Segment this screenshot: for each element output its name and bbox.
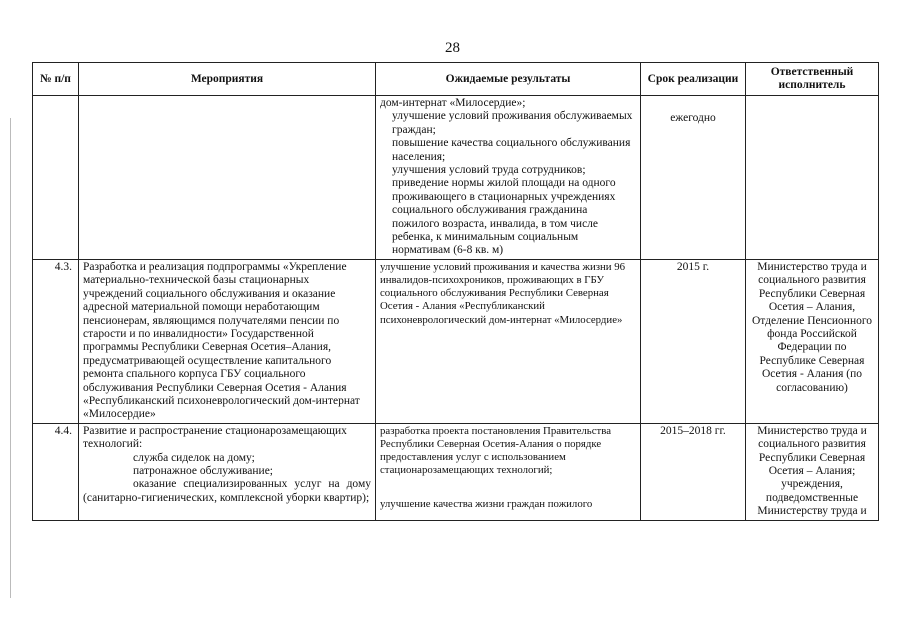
cell-responsible: Министерство труда и социального развития Республики Северная Осетия – Алания, Отделение Пенсионного фонда Российской Федерации по Республике Северная Осетия - Алания (по согласованию) bbox=[746, 259, 879, 423]
result-line: разработка проекта постановления Правительства Республики Северная Осетия-Алания о порядке предоставления услуг с использованием стационарозамещающих технологий; bbox=[380, 424, 611, 477]
table-header-row bbox=[33, 63, 879, 96]
event-item: служба сиделок на дому; bbox=[133, 451, 255, 464]
scan-edge-line bbox=[10, 118, 11, 598]
result-line: дом-интернат «Милосердие»; bbox=[380, 97, 526, 109]
header-events: Мероприятия bbox=[79, 63, 376, 96]
cell-responsible bbox=[746, 96, 879, 260]
header-term: Срок реализации bbox=[641, 63, 746, 96]
table-row-4-4 bbox=[33, 423, 879, 520]
cell-results bbox=[376, 96, 641, 260]
cell-term: 2015 г. bbox=[641, 259, 746, 423]
table-row-continuation bbox=[33, 96, 879, 260]
cell-event bbox=[79, 423, 376, 520]
cell-event: Разработка и реализация подпрограммы «Укрепление материально-технической базы стационарных учреждений социального обслуживания и оказание адресной материальной помощи неработающим пенсионерам, являющимся получателями пенсии по старости и по инвалидности» Государственной программы Республики Северная Осетия–Алания, предусматривающей осуществление капитального ремонта спального корпуса ГБУ социального обслуживания Республики Северная Осетия - Алания «Республиканский психоневрологический дом-интернат «Милосердие» bbox=[79, 259, 376, 423]
result-line: улучшение качества жизни граждан пожилого bbox=[380, 497, 593, 510]
cell-event bbox=[79, 96, 376, 260]
cell-num bbox=[33, 96, 79, 260]
result-line: повышение качества социального обслуживания населения; bbox=[392, 137, 631, 163]
cell-num: 4.4. bbox=[33, 423, 79, 520]
header-responsible: Ответственный исполнитель bbox=[746, 63, 879, 96]
page-number: 28 bbox=[445, 40, 460, 56]
result-line: улучшения условий труда сотрудников; bbox=[392, 164, 586, 177]
event-intro: Развитие и распространение стационарозамещающих технологий: bbox=[83, 424, 347, 451]
cell-term: ежегодно bbox=[641, 96, 746, 260]
table-row-4-3 bbox=[33, 259, 879, 423]
event-item: оказание специализированных услуг на дому (санитарно-гигиенических, комплексной уборки квартир); bbox=[83, 478, 371, 504]
measures-table bbox=[32, 62, 879, 521]
header-results: Ожидаемые результаты bbox=[376, 63, 641, 96]
result-line: улучшение условий проживания обслуживаемых граждан; bbox=[392, 110, 633, 136]
event-item: патронажное обслуживание; bbox=[133, 464, 273, 477]
result-line: приведение нормы жилой площади на одного проживающего в стационарных учреждениях социального обслуживания гражданина пожилого возраста, инвалида, в том числе ребенка, к минимальным социальным нормативам (6-8 кв. м) bbox=[392, 177, 616, 257]
cell-results: улучшение условий проживания и качества жизни 96 инвалидов-психохроников, проживающих в ГБУ социального обслуживания Республики Северная Осетия - Алания «Республиканский психоневрологический дом-интернат «Милосердие» bbox=[376, 259, 641, 423]
cell-num: 4.3. bbox=[33, 259, 79, 423]
cell-term: 2015–2018 гг. bbox=[641, 423, 746, 520]
header-num: № п/п bbox=[33, 63, 79, 96]
cell-results bbox=[376, 423, 641, 520]
cell-responsible: Министерство труда и социального развития Республики Северная Осетия – Алания; учреждения, подведомственные Министерству труда и bbox=[746, 423, 879, 520]
